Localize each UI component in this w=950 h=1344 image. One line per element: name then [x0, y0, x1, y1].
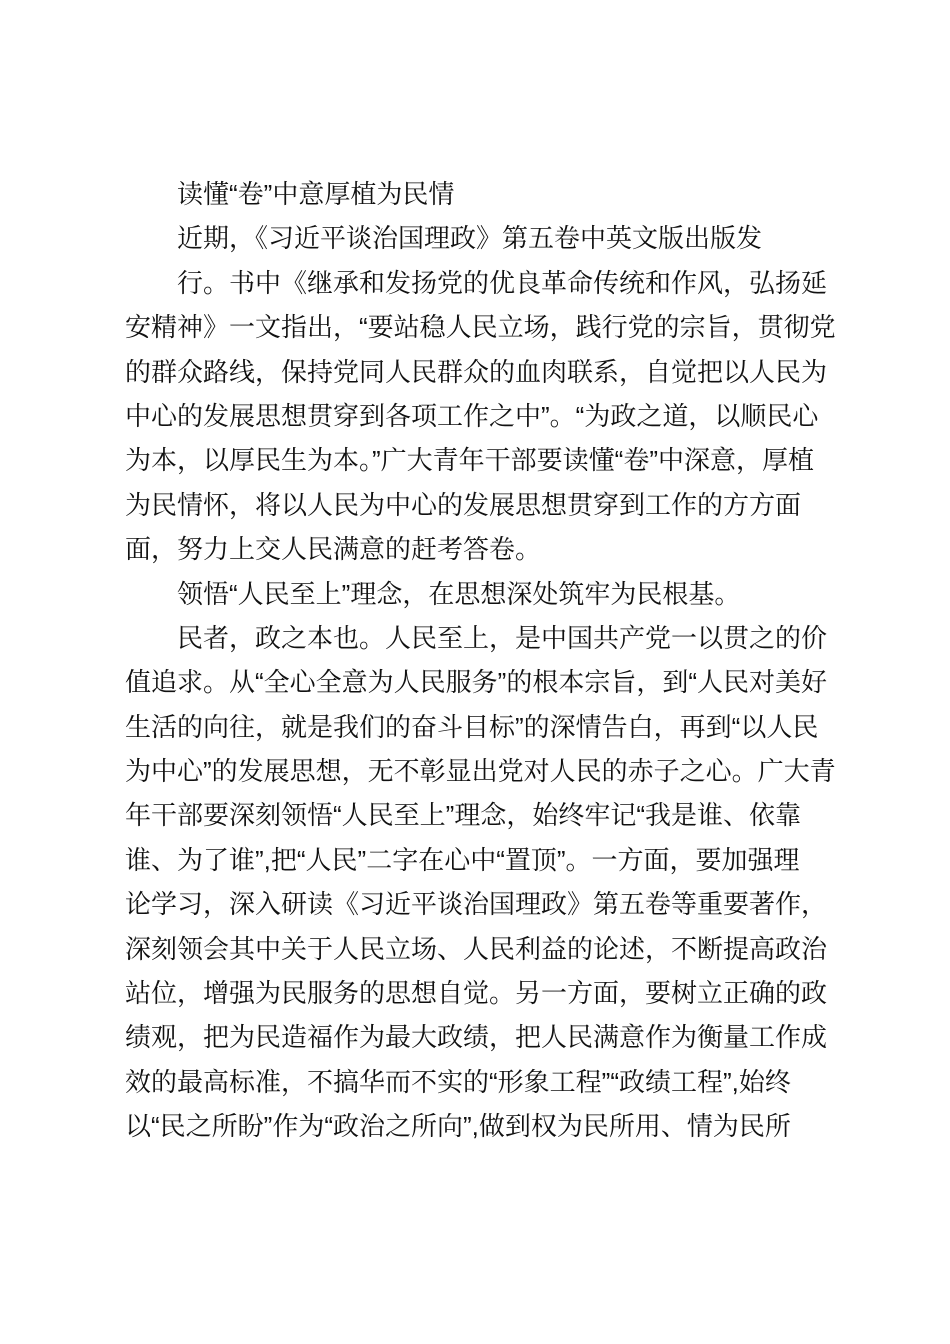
text-line: 谁、为了谁”,把“人民”二字在心中“置顶”。一方面，要加强理	[125, 844, 800, 875]
text-line: 站位，增强为民服务的思想自觉。另一方面，要树立正确的政	[125, 978, 828, 1009]
text-line: 以“民之所盼”作为“政治之所向”,做到权为民所用、情为民所	[125, 1111, 791, 1142]
text-line: 行。书中《继承和发扬党的优良革命传统和作风，弘扬延	[177, 267, 828, 298]
text-line: 的群众路线，保持党同人民群众的血肉联系，自觉把以人民为	[125, 356, 828, 387]
text-line: 近期，《习近平谈治国理政》第五卷中英文版出版发	[177, 223, 763, 254]
text-line: 为民情怀，将以人民为中心的发展思想贯穿到工作的方方面	[125, 489, 802, 520]
text-line: 面，努力上交人民满意的赶考答卷。	[125, 534, 542, 565]
text-line: 绩观，把为民造福作为最大政绩，把人民满意作为衡量工作成	[125, 1022, 828, 1053]
text-line: 领悟“人民至上”理念，在思想深处筑牢为民根基。	[177, 578, 741, 609]
document-title-line: 读懂“卷”中意厚植为民情	[177, 179, 455, 209]
text-line: 为本，以厚民生为本。”广大青年干部要读懂“卷”中深意，厚植	[125, 445, 814, 476]
text-line: 论学习，深入研读《习近平谈治国理政》第五卷等重要著作，	[125, 889, 828, 920]
text-line: 年干部要深刻领悟“人民至上”理念，始终牢记“我是谁、依靠	[125, 800, 801, 831]
text-line: 生活的向往，就是我们的奋斗目标”的深情告白，再到“以人民	[125, 711, 819, 742]
text-line: 为中心”的发展思想，无不彰显出党对人民的赤子之心。广大青	[125, 756, 836, 787]
text-line: 效的最高标准，不搞华而不实的“形象工程”“政绩工程”,始终	[125, 1066, 791, 1097]
text-line: 安精神》一文指出，“要站稳人民立场，践行党的宗旨，贯彻党	[125, 312, 836, 343]
text-line: 深刻领会其中关于人民立场、人民利益的论述，不断提高政治	[125, 933, 828, 964]
document-body	[125, 172, 837, 1149]
text-line: 值追求。从“全心全意为人民服务”的根本宗旨，到“人民对美好	[125, 667, 827, 698]
text-line: 民者，政之本也。人民至上，是中国共产党一以贯之的价	[177, 622, 828, 653]
text-line: 中心的发展思想贯穿到各项工作之中”。“为政之道，以顺民心	[125, 400, 819, 431]
